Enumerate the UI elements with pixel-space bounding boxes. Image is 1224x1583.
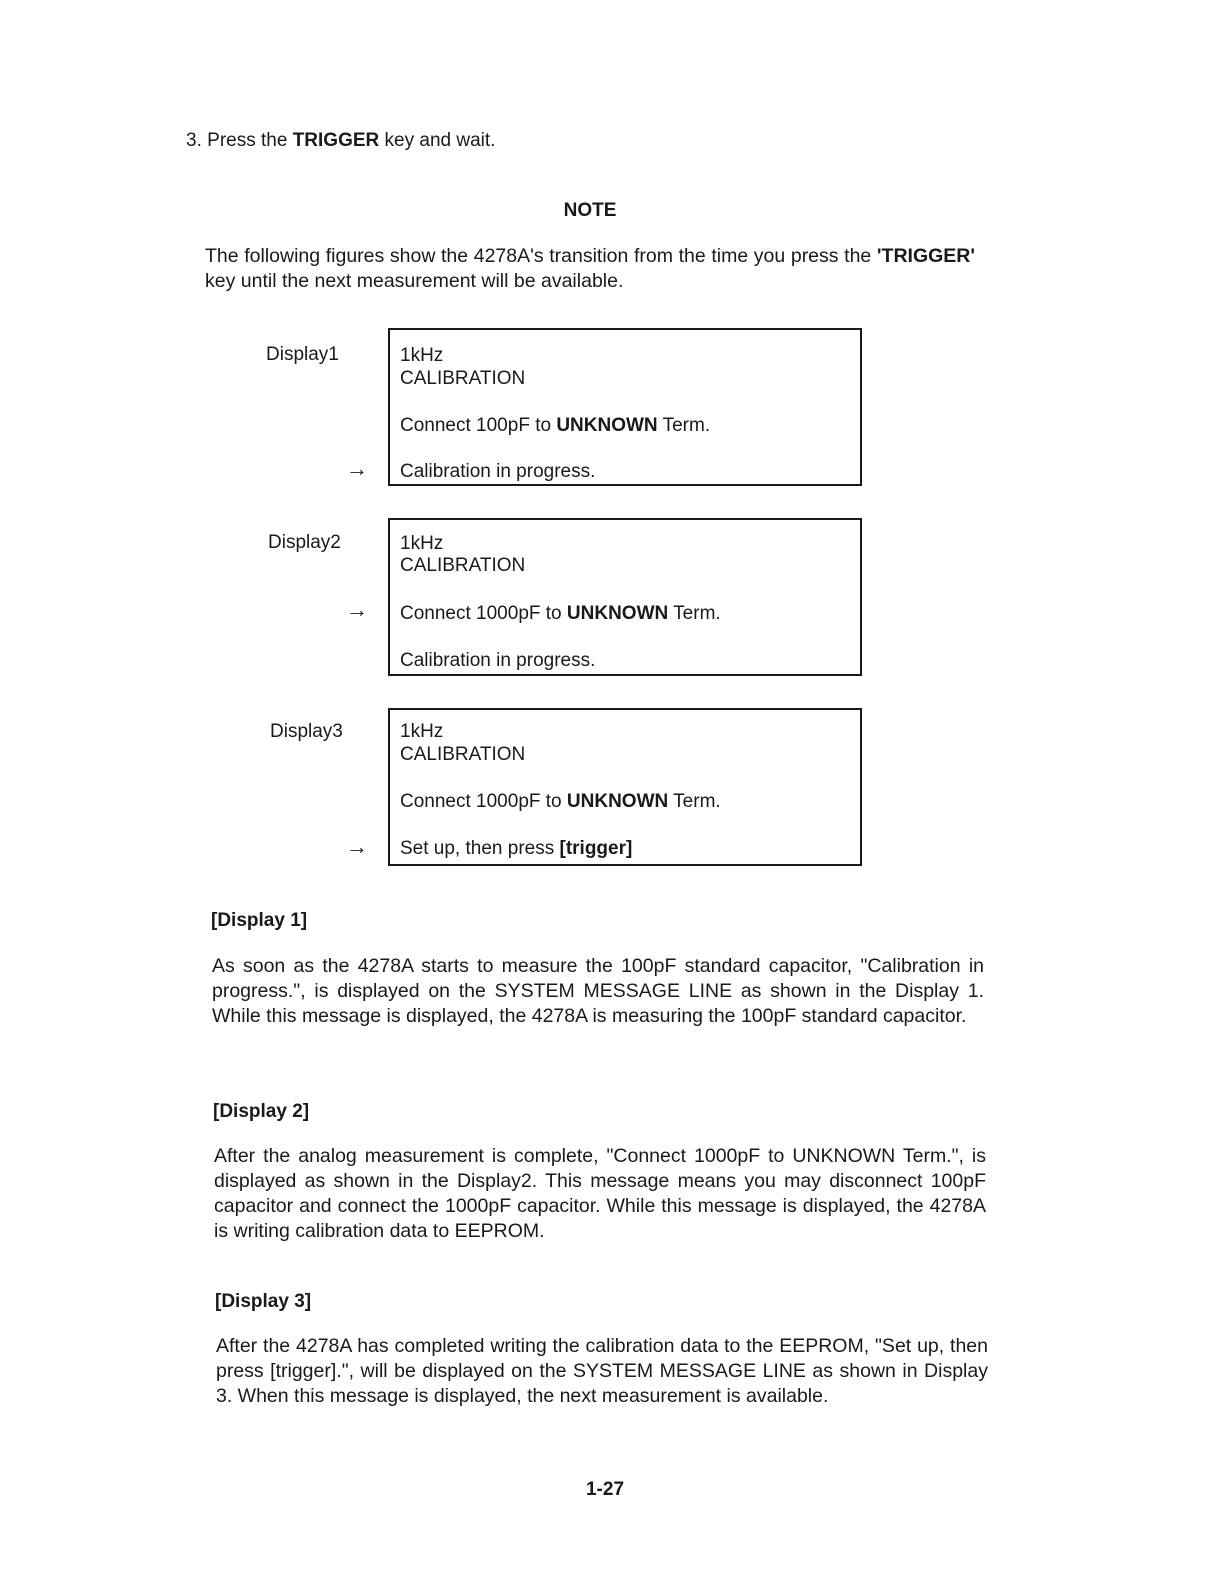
display1-line2: CALIBRATION (400, 368, 526, 389)
section-display2-heading: [Display 2] (213, 1101, 310, 1122)
step-3 (186, 130, 495, 152)
note-body-key: 'TRIGGER' (876, 245, 975, 267)
display2-line3: Connect 1000pF to UNKNOWN Term. (400, 603, 721, 624)
display2-line1: 1kHz (400, 533, 444, 554)
display3-screen (388, 708, 862, 866)
page-number: 1-27 (585, 1479, 625, 1500)
section-display1-heading: [Display 1] (211, 910, 308, 931)
note-body-post: key until the next measurement will be available. (205, 270, 624, 292)
note-body-pre: The following figures show the 4278A's transition from the time you press the (205, 245, 872, 267)
display3-line4: Set up, then press [trigger] (400, 838, 633, 859)
section-display3-text: After the 4278A has completed writing the calibration data to the EEPROM, "Set up, then press [trigger].", will be displayed on the SYSTEM MESSAGE LINE as shown in Display 3. When this message is displayed, the next measurement is available. (216, 1335, 988, 1407)
display1-line3: Connect 100pF to UNKNOWN Term. (400, 415, 711, 436)
display3-arrow-icon: → (346, 834, 368, 859)
display1-line1: 1kHz (400, 345, 444, 366)
note-title: NOTE (563, 200, 617, 221)
display2-screen (388, 518, 862, 676)
display2-line4: Calibration in progress. (400, 650, 596, 671)
display2-arrow-icon: → (346, 597, 368, 622)
note-body (205, 244, 975, 294)
section-display3-heading: [Display 3] (215, 1291, 312, 1312)
display1-screen (388, 328, 862, 486)
section-display1-text: As soon as the 4278A starts to measure the 100pF standard capacitor, "Calibration in progress.", is displayed on the SYSTEM MESSAGE LINE as shown in the Display 1. While this message is displayed, the 4278A is measuring the 100pF standard capacitor. (212, 955, 984, 1027)
display1-line4: Calibration in progress. (400, 461, 596, 482)
step-suffix: key and wait. (384, 130, 496, 151)
display2-label: Display2 (268, 532, 341, 553)
step-key: TRIGGER (292, 130, 380, 151)
step-number: 3. (186, 130, 202, 151)
display3-line2: CALIBRATION (400, 744, 526, 765)
section-display2-text: After the analog measurement is complete, "Connect 1000pF to UNKNOWN Term.", is displayed as shown in the Display2. This message means you may disconnect 100pF capacitor and connect the 1000pF capacitor. While this message is displayed, the 4278A is writing calibration data to EEPROM. (214, 1145, 986, 1242)
display1-label: Display1 (266, 344, 339, 365)
step-prefix: Press the (207, 130, 288, 151)
display3-line1: 1kHz (400, 721, 444, 742)
display3-label: Display3 (270, 721, 343, 742)
display2-line2: CALIBRATION (400, 555, 526, 576)
display3-line3: Connect 1000pF to UNKNOWN Term. (400, 791, 721, 812)
display1-arrow-icon: → (346, 456, 368, 481)
